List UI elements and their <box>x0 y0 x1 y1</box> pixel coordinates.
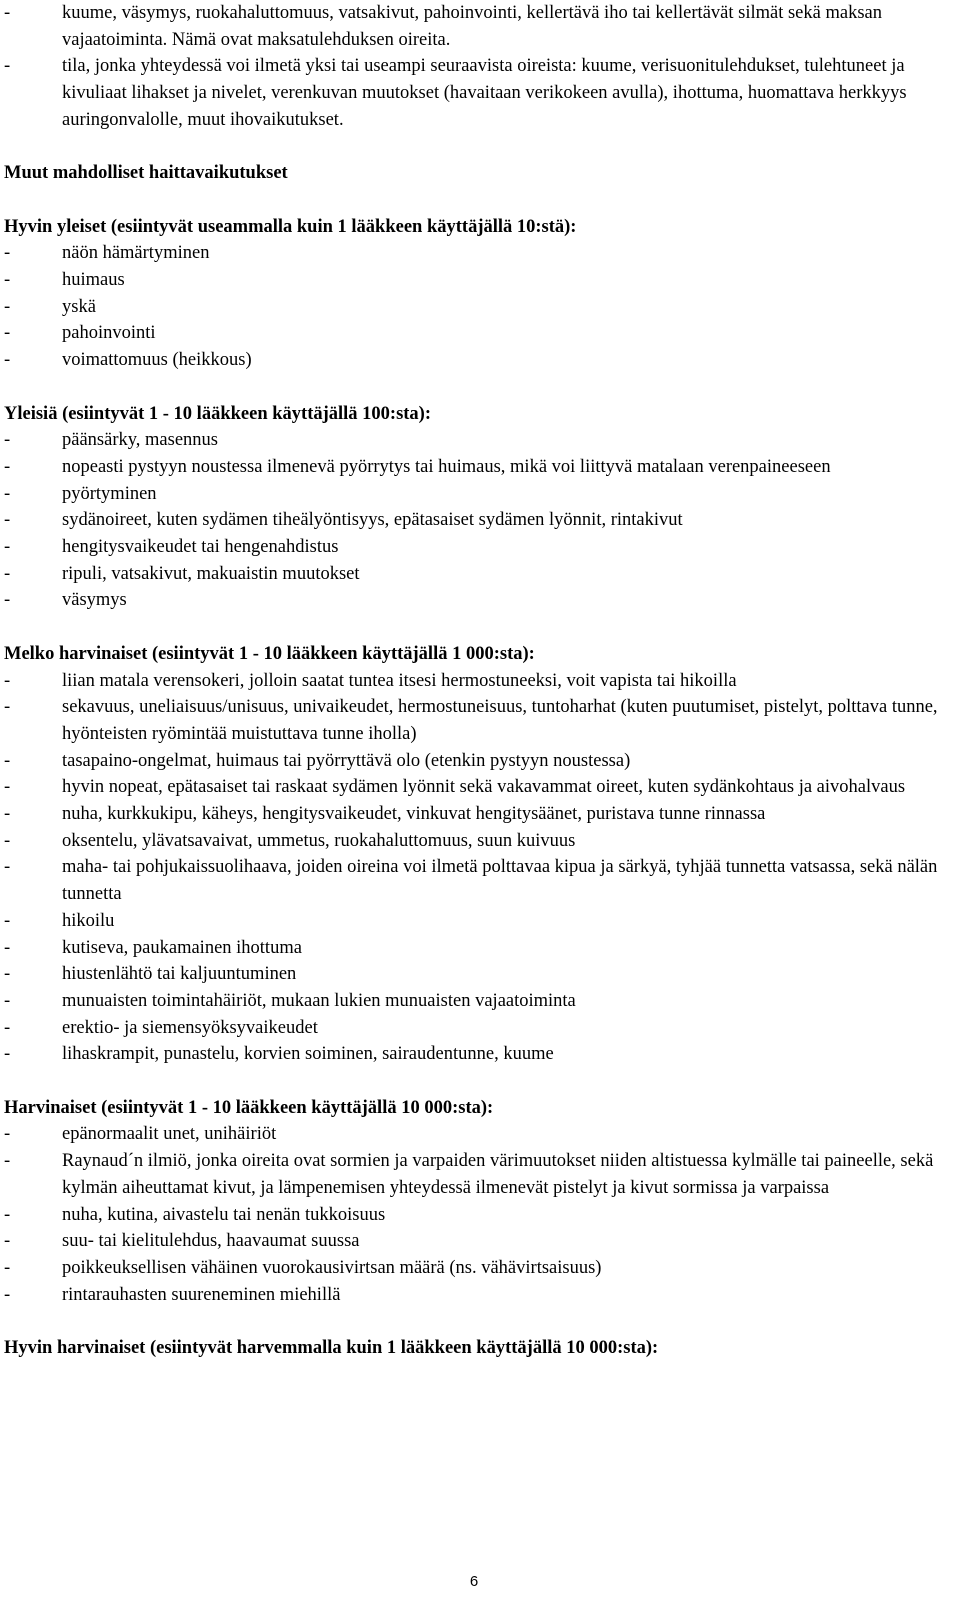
bullet-dash: - <box>4 537 11 558</box>
bullet-dash: - <box>4 964 11 985</box>
bullet-dash: - <box>4 270 11 290</box>
bullet-dash: - <box>4 697 11 718</box>
frequency-heading: Melko harvinaiset (esiintyvät 1 - 10 lääkkeen käyttäjällä 1 000:sta): <box>4 643 535 664</box>
frequency-group <box>4 641 952 1068</box>
list-item-text: yskä <box>62 296 96 317</box>
bullet-dash: - <box>4 1284 11 1305</box>
list-item <box>4 668 952 695</box>
list-item-text: hikoilu <box>62 910 115 931</box>
list-item <box>4 1041 952 1068</box>
list-item-text: poikkeuksellisen vähäinen vuorokausivirtsan määrä (ns. vähävirtsaisuus) <box>62 1257 602 1278</box>
list-item <box>4 1202 952 1229</box>
list-item <box>4 1228 952 1255</box>
bullet-dash: - <box>4 510 11 531</box>
list-item-text: liian matala verensokeri, jolloin saatat tuntea itsesi hermostuneeksi, voit vapista tai hikoilla <box>62 670 737 691</box>
list-item-text: väsymys <box>62 590 127 611</box>
frequency-heading: Hyvin harvinaiset (esiintyvät harvemmalla kuin 1 lääkkeen käyttäjällä 10 000:sta): <box>4 1338 659 1359</box>
list-item-text: päänsärky, masennus <box>62 430 219 451</box>
list-item-text: ripuli, vatsakivut, makuaistin muutokset <box>62 563 360 584</box>
list-item <box>4 1148 952 1201</box>
bullet-dash: - <box>4 1151 11 1172</box>
list-item <box>4 1282 952 1309</box>
list-item <box>4 534 952 561</box>
list-item-text: lihaskrampit, punastelu, korvien soiminen, sairaudentunne, kuume <box>62 1044 554 1065</box>
list-item-text: nopeasti pystyyn noustessa ilmenevä pyörrytys tai huimaus, mikä voi liittyvä matalaan verenpaineeseen <box>62 456 831 477</box>
list-item-text: erektio- ja siemensyöksyvaikeudet <box>62 1017 318 1038</box>
bullet-dash: - <box>4 910 11 931</box>
bullet-dash: - <box>4 430 11 451</box>
list-item-text: munuaisten toimintahäiriöt, mukaan lukien munuaisten vajaatoiminta <box>62 990 576 1011</box>
bullet-dash: - <box>4 3 11 23</box>
list-item-text: rintarauhasten suureneminen miehillä <box>62 1284 341 1305</box>
list-item <box>4 0 952 53</box>
bullet-dash: - <box>4 804 11 825</box>
frequency-group <box>4 1335 952 1362</box>
list-item <box>4 320 952 347</box>
list-item <box>4 240 952 267</box>
list-item-text: huimaus <box>62 270 125 290</box>
bullet-dash: - <box>4 350 11 371</box>
bullet-dash: - <box>4 670 11 691</box>
list-item-text: epänormaalit unet, unihäiriöt <box>62 1124 277 1145</box>
bullet-dash: - <box>4 830 11 851</box>
list-item <box>4 481 952 508</box>
list-item <box>4 294 952 321</box>
bullet-dash: - <box>4 1231 11 1252</box>
list-item-text: hyvin nopeat, epätasaiset tai raskaat sydämen lyönnit sekä vakavammat oireet, kuten sydänkohtaus ja aivohalvaus <box>62 777 906 798</box>
list-item-text: maha- tai pohjukaissuolihaava, joiden oireina voi ilmetä polttavaa kipua ja särkyä, tyhjää tunnetta vatsassa, sekä nälän tunnetta <box>62 857 938 905</box>
list-item-text: oksentelu, ylävatsavaivat, ummetus, ruokahaluttomuus, suun kuivuus <box>62 830 576 851</box>
list-item <box>4 935 952 962</box>
list-item-text: kutiseva, paukamainen ihottuma <box>62 937 302 958</box>
bullet-dash: - <box>4 1124 11 1145</box>
bullet-dash: - <box>4 563 11 584</box>
bullet-dash: - <box>4 456 11 477</box>
list-item-text: hiustenlähtö tai kaljuuntuminen <box>62 964 297 985</box>
bullet-dash: - <box>4 1204 11 1225</box>
section-title: Muut mahdolliset haittavaikutukset <box>4 163 288 184</box>
list-item-text: tasapaino-ongelmat, huimaus tai pyörryttävä olo (etenkin pystyyn noustessa) <box>62 750 631 771</box>
list-item <box>4 908 952 935</box>
list-item-text: näön hämärtyminen <box>62 243 210 264</box>
list-item <box>4 53 952 133</box>
list-item <box>4 561 952 588</box>
bullet-dash: - <box>4 323 11 344</box>
list-item-text: sekavuus, uneliaisuus/unisuus, univaikeudet, hermostuneisuus, tuntoharhat (kuten puutumiset, pistelyt, polttava tunne, hyönteisten ryömintää muistuttava tunne iholla) <box>62 697 938 744</box>
list-item-text: pyörtyminen <box>62 483 157 504</box>
bullet-dash: - <box>4 590 11 611</box>
bullet-dash: - <box>4 990 11 1011</box>
list-item-text: Raynaud´n ilmiö, jonka oireita ovat sormien ja varpaiden värimuutokset niiden altistuessa kylmälle tai paineelle, sekä kylmän aiheuttamat kivut, ja lämpenemisen yhteydessä ilmenevät pistelyt ja kivut sormissa ja varpaissa <box>62 1151 934 1198</box>
list-item-text: tila, jonka yhteydessä voi ilmetä yksi tai useampi seuraavista oireista: kuume, verisuonitulehdukset, tulehtuneet ja kivuliaat lihakset ja nivelet, verenkuvan muutokset (havaitaan verikokeen avulla), ihottuma, huomattava herkkyys auringonvalolle, muut ihovaikutukset. <box>62 56 907 130</box>
bullet-dash: - <box>4 1257 11 1278</box>
list-item <box>4 854 952 907</box>
bullet-dash: - <box>4 857 11 878</box>
list-item <box>4 1121 952 1148</box>
list-item <box>4 454 952 481</box>
bullet-dash: - <box>4 483 11 504</box>
list-item-text: nuha, kutina, aivastelu tai nenän tukkoisuus <box>62 1204 386 1225</box>
bullet-dash: - <box>4 243 11 264</box>
list-item <box>4 427 952 454</box>
list-item <box>4 587 952 614</box>
list-item <box>4 801 952 828</box>
list-item <box>4 961 952 988</box>
list-item <box>4 347 952 374</box>
bullet-dash: - <box>4 296 11 317</box>
list-item <box>4 988 952 1015</box>
list-item-text: kuume, väsymys, ruokahaluttomuus, vatsakivut, pahoinvointi, kellertävä iho tai kellertävät silmät sekä maksan vajaatoiminta. Nämä ovat maksatulehduksen oireita. <box>62 3 882 50</box>
page-number: 6 <box>469 1573 479 1590</box>
list-item-text: nuha, kurkkukipu, käheys, hengitysvaikeudet, vinkuvat hengitysäänet, puristava tunne rinnassa <box>62 804 766 825</box>
intro-list <box>4 0 952 134</box>
frequency-group <box>4 214 952 374</box>
list-item <box>4 828 952 855</box>
bullet-dash: - <box>4 937 11 958</box>
frequency-heading: Harvinaiset (esiintyvät 1 - 10 lääkkeen käyttäjällä 10 000:sta): <box>4 1097 494 1118</box>
bullet-dash: - <box>4 1017 11 1038</box>
list-item-text: hengitysvaikeudet tai hengenahdistus <box>62 537 339 558</box>
bullet-dash: - <box>4 777 11 798</box>
side-effect-groups <box>4 214 952 1362</box>
list-item <box>4 694 952 747</box>
bullet-dash: - <box>4 56 11 77</box>
frequency-group <box>4 1095 952 1309</box>
list-item <box>4 774 952 801</box>
list-item-text: voimattomuus (heikkous) <box>62 350 252 371</box>
bullet-dash: - <box>4 750 11 771</box>
list-item-text: sydänoireet, kuten sydämen tiheälyöntisyys, epätasaiset sydämen lyönnit, rintakivut <box>62 510 683 531</box>
bullet-dash: - <box>4 1044 11 1065</box>
list-item-text: suu- tai kielitulehdus, haavaumat suussa <box>62 1231 360 1252</box>
list-item <box>4 507 952 534</box>
list-item <box>4 748 952 775</box>
list-item <box>4 267 952 294</box>
frequency-group <box>4 401 952 615</box>
list-item <box>4 1255 952 1282</box>
list-item <box>4 1015 952 1042</box>
frequency-heading: Hyvin yleiset (esiintyvät useammalla kuin 1 lääkkeen käyttäjällä 10:stä): <box>4 216 577 237</box>
frequency-heading: Yleisiä (esiintyvät 1 - 10 lääkkeen käyttäjällä 100:sta): <box>4 403 432 424</box>
list-item-text: pahoinvointi <box>62 323 156 344</box>
